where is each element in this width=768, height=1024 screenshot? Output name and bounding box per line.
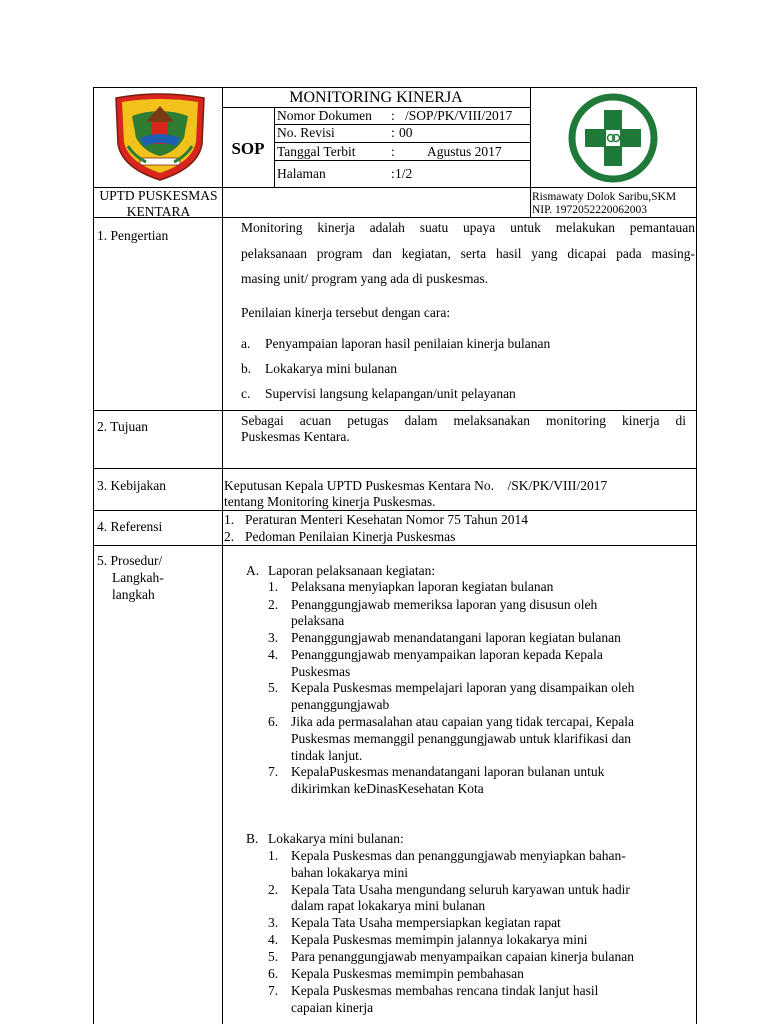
group-a-mark: A. — [246, 563, 260, 578]
group-b-title: Lokakarya mini bulanan: — [268, 831, 404, 846]
group-b-mark: B. — [246, 831, 259, 846]
pengertian-line-3: masing unit/ program yang ada di puskesmas. — [241, 271, 489, 286]
step-b1-line-1: Kepala Puskesmas dan penanggungjawab menyiapkan bahan- — [291, 848, 626, 863]
meta-value-halaman: 1/2 — [395, 166, 413, 181]
step-a7-line-1: KepalaPuskesmas menandatangani laporan bulanan untuk — [291, 764, 605, 779]
step-b1-mark: 1. — [268, 848, 279, 863]
kebijakan-line-2: tentang Monitoring kinerja Puskesmas. — [224, 494, 436, 509]
step-a4-line-2: Puskesmas — [291, 664, 351, 679]
org-name-line1: UPTD PUSKESMAS — [99, 188, 218, 203]
kebijakan-line-1: Keputusan Kepala UPTD Puskesmas Kentara No. /SK/PK/VIII/2017 — [224, 478, 608, 493]
step-b2-line-1: Kepala Tata Usaha mengundang seluruh karyawan untuk hadir — [291, 882, 630, 897]
meta-label-nomor: Nomor Dokumen — [277, 108, 372, 123]
step-a7-line-2: dikirimkan keDinasKesehatan Kota — [291, 781, 484, 796]
pengertian-item-a: Penyampaian laporan hasil penilaian kinerja bulanan — [265, 336, 551, 351]
logo-column-divider — [530, 87, 531, 217]
signer-nip: NIP. 1972052220062003 — [532, 204, 648, 216]
meta-label-tanggal: Tanggal Terbit — [277, 144, 356, 159]
step-a6-mark: 6. — [268, 714, 279, 729]
meta-value-revisi-text: 00 — [399, 125, 413, 140]
referensi-item-2: Pedoman Penilaian Kinerja Puskesmas — [245, 529, 456, 544]
step-a2-mark: 2. — [268, 597, 279, 612]
step-a1-line-1: Pelaksana menyiapkan laporan kegiatan bulanan — [291, 579, 554, 594]
meta-row-divider-2 — [274, 142, 530, 143]
section-label-kebijakan: 3. Kebijakan — [97, 478, 166, 493]
sop-column-divider — [274, 107, 275, 187]
pengertian-item-mark-a: a. — [241, 336, 251, 351]
regency-emblem-logo — [110, 92, 210, 184]
step-b5-mark: 5. — [268, 949, 279, 964]
step-a4-line-1: Penanggungjawab menyampaikan laporan kepada Kepala — [291, 647, 603, 662]
section-label-prosedur-1: 5. Prosedur/ — [97, 553, 163, 568]
section-label-prosedur-2: Langkah- — [112, 570, 164, 585]
org-name-line2: KENTARA — [126, 204, 191, 219]
step-b4-mark: 4. — [268, 932, 279, 947]
step-b2-mark: 2. — [268, 882, 279, 897]
meta-value-nomor: /SOP/PK/VIII/2017 — [405, 108, 513, 123]
signer-name: Rismawaty Dolok Saribu,SKM — [532, 191, 677, 203]
step-a5-line-1: Kepala Puskesmas mempelajari laporan yang disampaikan oleh — [291, 680, 635, 695]
meta-label-revisi: No. Revisi — [277, 125, 335, 140]
section-label-tujuan: 2. Tujuan — [97, 419, 149, 434]
step-a3-line-1: Penanggungjawab menandatangani laporan kegiatan bulanan — [291, 630, 621, 645]
step-a2-line-1: Penanggungjawab memeriksa laporan yang disusun oleh — [291, 597, 598, 612]
meta-sep-halaman: : — [391, 166, 395, 181]
step-a6-line-2: Puskesmas memanggil penanggungjawab untuk klarifikasi dan — [291, 731, 632, 746]
step-a6-line-3: tindak lanjut. — [291, 748, 363, 763]
meta-value-tanggal: Agustus 2017 — [427, 144, 502, 159]
step-b1-line-2: bahan lokakarya mini — [291, 865, 408, 880]
step-a2-line-2: pelaksana — [291, 613, 345, 628]
pengertian-row-divider — [93, 410, 697, 411]
pengertian-para-2: Penilaian kinerja tersebut dengan cara: — [241, 305, 451, 320]
step-b6-mark: 6. — [268, 966, 279, 981]
meta-sep-tanggal: : — [391, 144, 395, 159]
table-border-top — [93, 87, 697, 88]
referensi-row-divider — [93, 545, 697, 546]
step-a4-mark: 4. — [268, 647, 279, 662]
tujuan-line-1: Sebagai acuan petugas dalam melaksanakan monitoring kinerja di — [241, 413, 686, 428]
step-a5-mark: 5. — [268, 680, 279, 695]
pengertian-item-mark-c: c. — [241, 386, 251, 401]
pengertian-line-2: pelaksanaan program dan kegiatan, serta hasil yang dicapai pada masing- — [241, 246, 695, 261]
pengertian-item-mark-b: b. — [241, 361, 252, 376]
kebijakan-row-divider — [93, 510, 697, 511]
section-label-referensi: 4. Referensi — [97, 519, 163, 534]
tujuan-row-divider — [93, 468, 697, 469]
referensi-mark-1: 1. — [224, 512, 235, 527]
step-b5-line-1: Para penanggungjawab menyampaikan capaian kinerja bulanan — [291, 949, 634, 964]
pengertian-item-c: Supervisi langsung kelapangan/unit pelayanan — [265, 386, 516, 401]
referensi-mark-2: 2. — [224, 529, 235, 544]
meta-row-divider-3 — [274, 160, 530, 161]
sop-label: SOP — [231, 139, 265, 158]
step-a6-line-1: Jika ada permasalahan atau capaian yang tidak tercapai, Kepala — [291, 714, 634, 729]
step-b3-line-1: Kepala Tata Usaha mempersiapkan kegiatan rapat — [291, 915, 561, 930]
puskesmas-logo — [566, 92, 660, 184]
table-border-left — [93, 87, 94, 1024]
table-border-right — [696, 87, 697, 1024]
step-b4-line-1: Kepala Puskesmas memimpin jalannya lokakarya mini — [291, 932, 588, 947]
step-b2-line-2: dalam rapat lokakarya mini bulanan — [291, 898, 486, 913]
meta-label-halaman: Halaman — [277, 166, 326, 181]
pengertian-item-b: Lokakarya mini bulanan — [265, 361, 397, 376]
step-a5-line-2: penanggungjawab — [291, 697, 390, 712]
section-label-prosedur-3: langkah — [112, 587, 155, 602]
document-title: MONITORING KINERJA — [289, 89, 463, 106]
meta-sep-revisi: : — [391, 125, 395, 140]
group-a-title: Laporan pelaksanaan kegiatan: — [268, 563, 436, 578]
step-b7-line-2: capaian kinerja — [291, 1000, 374, 1015]
step-a1-mark: 1. — [268, 579, 279, 594]
step-b3-mark: 3. — [268, 915, 279, 930]
step-b7-line-1: Kepala Puskesmas membahas rencana tindak lanjut hasil — [291, 983, 599, 998]
tujuan-line-2: Puskesmas Kentara. — [241, 429, 350, 444]
step-a3-mark: 3. — [268, 630, 279, 645]
label-column-divider — [222, 87, 223, 1024]
step-b6-line-1: Kepala Puskesmas memimpin pembahasan — [291, 966, 524, 981]
meta-sep-nomor: : — [391, 108, 395, 123]
step-a7-mark: 7. — [268, 764, 279, 779]
referensi-item-1: Peraturan Menteri Kesehatan Nomor 75 Tahun 2014 — [245, 512, 528, 527]
step-b7-mark: 7. — [268, 983, 279, 998]
pengertian-line-1: Monitoring kinerja adalah suatu upaya untuk melakukan pemantauan — [241, 220, 695, 235]
section-label-pengertian: 1. Pengertian — [97, 228, 169, 243]
